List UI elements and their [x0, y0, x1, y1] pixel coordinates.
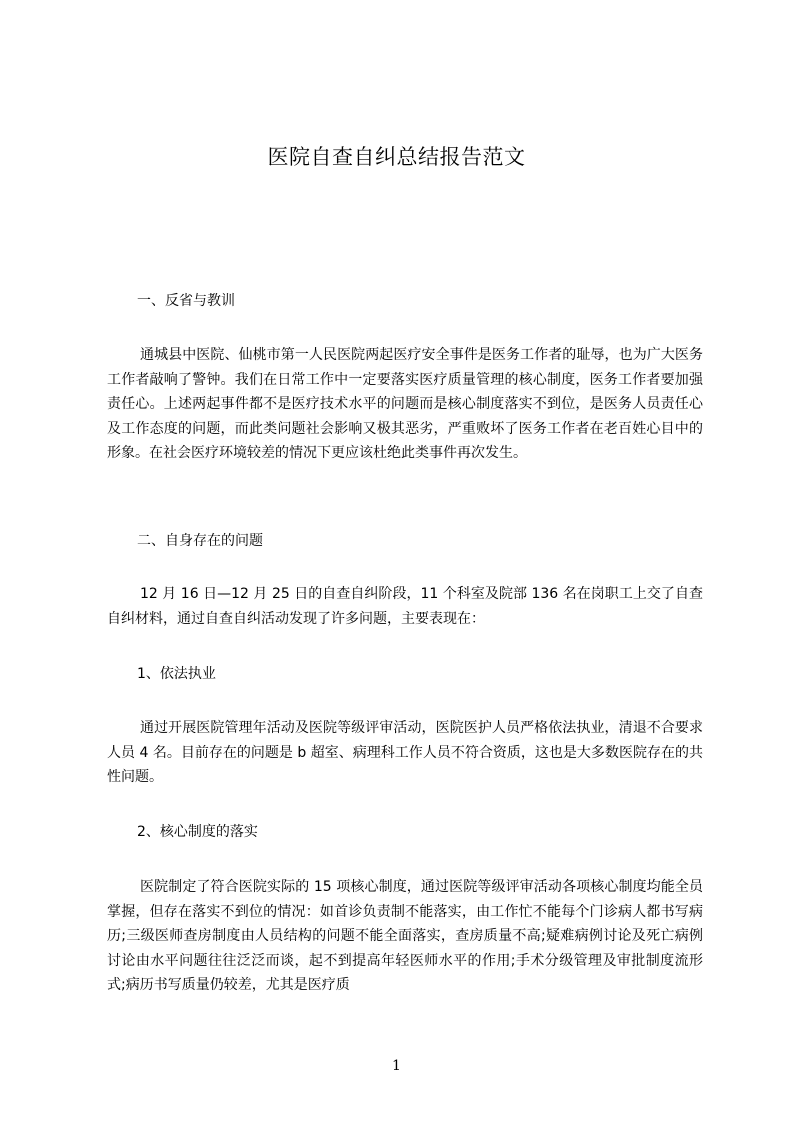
section-heading-problems: 二、自身存在的问题 [137, 533, 263, 549]
section-heading-core-system: 2、核心制度的落实 [137, 824, 258, 840]
section-paragraph-core-system: 医院制定了符合医院实际的 15 项核心制度，通过医院等级评审活动各项核心制度均能全员掌握，但存在落实不到位的情况：如首诊负责制不能落实，由工作忙不能每个门诊病人都书写病历;三级医师查房制度由人员结构的问题不能全面落实，查房质量不高;疑难病例讨论及死亡病例讨论由水平问题往往泛泛而谈，起不到提高年轻医师水平的作用;手术分级管理及审批制度流形式;病历书写质量仍较差，尤其是医疗质 [107, 879, 703, 994]
section-heading-reflection: 一、反省与教训 [137, 293, 235, 309]
document-title: 医院自查自纠总结报告范文 [267, 145, 526, 169]
section-heading-lawful-practice: 1、依法执业 [137, 666, 216, 682]
section-paragraph-problems: 12 月 16 日—12 月 25 日的自查自纠阶段，11 个科室及院部 136 名在岗职工上交了自查自纠材料，通过自查自纠活动发现了许多问题，主要表现在： [107, 586, 703, 627]
section-paragraph-lawful-practice: 通过开展医院管理年活动及医院等级评审活动，医院医护人员严格依法执业，清退不合要求人员 4 名。目前存在的问题是 b 超室、病理科工作人员不符合资质，这也是大多数医院存在的共性问题。 [107, 720, 703, 786]
section-paragraph-reflection: 通城县中医院、仙桃市第一人民医院两起医疗安全事件是医务工作者的耻辱，也为广大医务工作者敲响了警钟。我们在日常工作中一定要落实医疗质量管理的核心制度，医务工作者要加强责任心。上述两起事件都不是医疗技术水平的问题而是核心制度落实不到位，是医务人员责任心及工作态度的问题，而此类问题社会影响又极其恶劣，严重败坏了医务工作者在老百姓心目中的形象。在社会医疗环境较差的情况下更应该杜绝此类事件再次发生。 [107, 347, 703, 462]
page-number: 1 [392, 1058, 401, 1074]
